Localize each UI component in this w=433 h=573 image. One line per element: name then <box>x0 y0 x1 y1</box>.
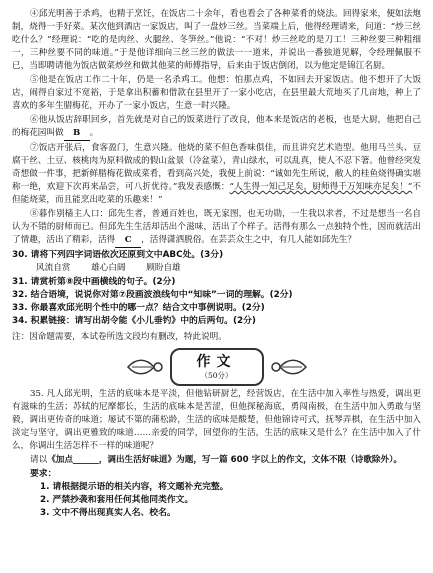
underlined-highlight: “人生得一知己足矣，厨师得千万知味亦足矣！” <box>229 182 413 192</box>
requirement-2: 2. 严禁抄袭和套用任何其他同类作文。 <box>40 495 194 505</box>
phrase-3: 顾盼自雄 <box>146 263 181 273</box>
paragraph-7-end: 不但能烧菜，而且能烹出吃菜的乐趣来！” <box>12 182 421 205</box>
paragraph-7-text: ⑦饭店开张后，食客盈门，生意兴隆。他烧的菜不但色香味俱佳，而且讲究艺术造型。他用马兰头、豆腐干丝、土豆、核桃肉为原料做成的假山盆景（冷盆菜），青山绿水，可以乱真，使人不忍下箸。他曾经突发奇想做一件事，把新鲜腊梅花做成菜肴，看到高兴处，我便上前说：“诚如先生所说，敝人的桂鱼烧得确实堪称一绝，欢迎下次再来品尝，可八折优待。”我发表感慨： <box>12 143 421 192</box>
composition-banner <box>12 348 421 386</box>
composition-title: 作文 <box>196 354 237 370</box>
question-30 <box>12 249 421 262</box>
composition-prompt <box>12 454 421 467</box>
paragraph-8 <box>12 208 421 248</box>
prompt-post: 为题，写一篇 600 字以上的作文，文体不限（诗歌除外）。 <box>176 455 402 465</box>
paragraph-7 <box>12 142 421 207</box>
question-30-text: 30. 请将下列四字词语依次还原到文中ABC处。(3分) <box>12 250 224 260</box>
left-ornament-icon <box>126 356 166 378</box>
blank-b-suffix: 。 <box>89 128 99 138</box>
paragraph-6a <box>12 114 421 141</box>
question-32-text: 32. 结合语境，说说你对第⑦段画波浪线句中“知味”一词的理解。(2分) <box>12 290 293 300</box>
question-33-text: 33. 你最喜欢邱光明个性中的哪一点？结合文中事例说明。(2分) <box>12 303 265 313</box>
question-34-text: 34. 积累链接：请写出胡令能《小儿垂钓》中的后两句。(2分) <box>12 316 256 326</box>
blank-b[interactable]: B <box>64 127 90 141</box>
question-31 <box>12 276 421 289</box>
question-35: 35. 凡人邱光明，生活的底味本是平淡，但他钻研厨艺，经营饭店，在生活中加入率性与热爱，调出更有滋味的生活；苏轼的尼摩都长，生活的底味本是苦涩，但他探秘海底，勇闯南极，在生活中加入勇敢与坚毅，调出更传奇的味道；屡试不第的蒲松龄，生活的底味是酸楚，但他锦诗可式，抚琴弄棋，在生活中加入淡定与坚守，调出更雅致的味道……亲爱的同学，回望你的生活，生活的底味又是什么？在生活中加入了什么，你调出生活怎样不一样的味道呢？ <box>12 389 421 451</box>
composition-header <box>170 348 264 386</box>
question-34 <box>12 315 421 328</box>
paragraph-8-text: ⑧暮作别樯主人口：邱先生者，普通百姓也，既无家图，也无功勋，一生我以求者，不过是想当一名自认为不错的厨师而已。但邱先生生活却活出个滋味，活出了个样子。活得有那么一点独特个性，因而就活出了情趣，活出了精彩，活得 <box>12 209 421 245</box>
paragraph-4: ④邱光明善于杀鸡，也精于烹饪，在饭店二十余年，看也看会了各种菜肴的烧法。回得家来，便如法炮制，烧得一手好菜。某次他到酒店一家饭店，叫了一盘炒三丝。当菜端上后，他得经理请来，问道：“炒三丝吃什么？”经理说：“吃的是肉丝、火腿丝、冬笋丝。”他说：“不对！炒三丝吃的是刀工！三种丝要三种粗细一，三种丝要不同的味道。”于是他详细向三丝三丝的做法一一道来，并说出一番独道见解，令经理佩服不已，当即聘请他为饭店做菜炒丝和做其他菜的师傅指导，后来由于饭店倒闭，以为他定是锦江名厨。 <box>12 9 421 71</box>
phrase-list <box>36 262 421 275</box>
requirements-label: 要求： <box>30 469 57 479</box>
question-31-text: 31. 请赏析第⑧段中画横线的句子。(2分) <box>12 277 176 287</box>
prompt-pre: 请以 <box>30 455 48 465</box>
paragraph-5: ⑤他是在饭店工作二十年，仍是一名杀鸡工。他想：怕那点鸡，不如回去开家饭店。他不想开了大饭店，闹得自家过不宽裕，于是拿出积蓄和借款在县里开了一家小吃店，在县里最大荒地买了几亩地，种上了喜欢的多年生腊梅花，开办了一家小饭店，生意一时兴隆。 <box>12 75 421 111</box>
requirement-1: 1. 请根据提示语的相关内容，将文题补充完整。 <box>40 482 229 492</box>
paragraph-8-end: ，活得潇洒脱俗。在芸芸众生之中，有几人能如邱先生？ <box>141 235 356 245</box>
phrase-1: 风流自赏 <box>36 263 71 273</box>
exam-note: 注：因命题需要，本试卷所选文段均有删改，特此说明。 <box>12 332 227 342</box>
phrase-2: 雄心白阔 <box>91 263 126 273</box>
prompt-title: 《加点______，调出生活好味道》 <box>47 455 177 465</box>
question-32 <box>12 289 421 302</box>
paragraph-6a-text: ⑥他从饭店辞职回乡，首先就是对自己的饭菜进行了改良，他本来是饭店的老板，也是大厨，他把自己的梅花园叫做 <box>12 115 421 138</box>
requirement-3: 3. 文中不得出现真实人名、校名。 <box>40 508 176 518</box>
composition-score: （50分） <box>200 371 233 380</box>
right-ornament-icon <box>268 356 308 378</box>
question-33 <box>12 302 421 315</box>
blank-c[interactable]: C <box>115 234 141 248</box>
